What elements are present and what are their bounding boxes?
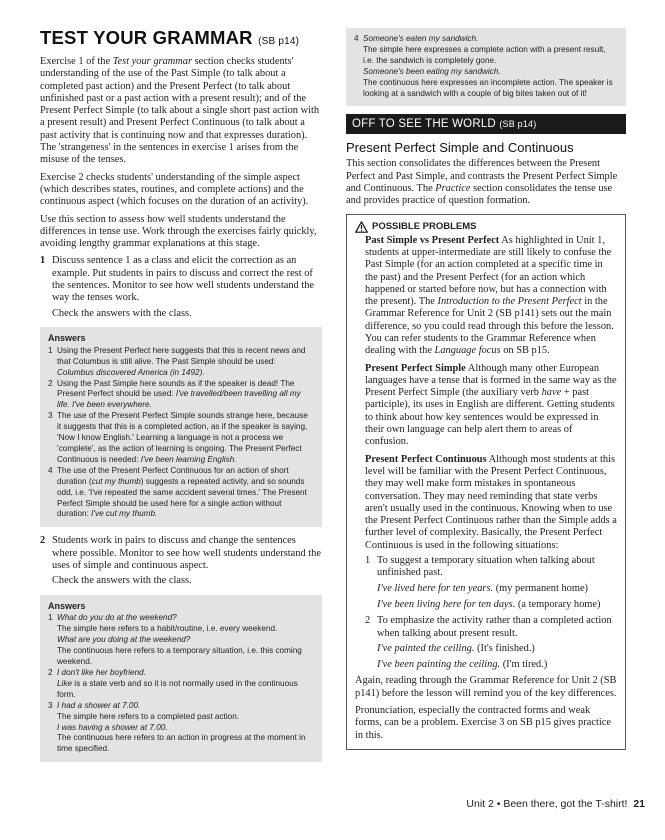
check-answers-1: Check the answers with the class.	[52, 307, 192, 319]
answers-box-continued	[346, 28, 626, 106]
answer-item: 2 I don't like her boyfriend. Like is a state verb and so it is not normally used in the continuous form.	[48, 667, 298, 699]
situation-item-1: 1 To suggest a temporary situation when talking about unfinished past.	[365, 555, 595, 579]
paragraph-assess: Use this section to assess how well students understand the differences in tense use. Work through the exercises fairly quickly, avoiding lengthy grammar explanations at this stage.	[40, 213, 317, 250]
instruction-item-1: 1 Discuss sentence 1 as a class and elicit the correction as an example. Put students in pairs to discuss and correct the rest of the sentences. Monitor to see how well students understand the way the tenses work.	[40, 255, 315, 304]
paragraph-exercise2: Exercise 2 checks students' understanding of the simple aspect (which describes states, routines, and complete actions) and the continuous aspect (which focuses on the duration of an activity).	[40, 171, 309, 208]
section-title: TEST YOUR GRAMMAR (SB p14)	[40, 27, 300, 48]
problem-perfect-simple: Present Perfect Simple Although many other European languages have a tense that is formed in the same way as the Present Perfect Simple (the auxiliary verb have + past participle), its uses in English are different. Getting students to think about how key sentences would be expressed in their own language can help alert them to areas of confusion.	[365, 362, 617, 448]
example-sentence: I've been living here for ten days. (a temporary home)	[377, 598, 601, 610]
answer-item: 2 Using the Past Simple here sounds as if the speaker is dead! The Present Perfect should be used: I've travelled/been travelling all my life. I've been everywhere.	[48, 378, 301, 410]
pronunciation-note: Pronunciation, especially the contracted forms and weak forms, can be a problem. Exercise 3 on SB p15 gives practice in this.	[355, 705, 611, 741]
page-footer: Unit 2 • Been there, got the T-shirt! 21	[466, 798, 645, 810]
answers-box-1	[40, 327, 322, 527]
answers-heading: Answers	[48, 600, 86, 611]
example-sentence: I've lived here for ten years. (my permanent home)	[377, 582, 589, 594]
check-answers-2: Check the answers with the class.	[52, 575, 192, 587]
right-column	[346, 28, 626, 750]
subheading: Present Perfect Simple and Continuous	[346, 140, 574, 156]
answer-item: 4 Someone's eaten my sandwich. The simple here expresses a complete action with a present result, i.e. the sandwich is completely gone. Someone's been eating my sandwich. The continuous here expresses an incomplete action. The speaker is looking at a sandwich with a couple of big bites taken out of it!	[354, 34, 613, 98]
answer-item: 3 The use of the Present Perfect Simple sounds strange here, because it suggests that this is a completed action, as if the speaker is saying, 'Now I know English.' Learning a language is not a process we 'complete', as the action of learning is ongoing. The Present Perfect Continuous is needed: I've been learning English.	[48, 411, 308, 464]
problem-perfect-continuous: Present Perfect Continuous Although most students at this level will be familiar with the Present Perfect Continuous, they may well make form mistakes in spontaneous conversation. They may need reminding that state verbs aren't usually used in the continuous. Knowing when to use the Present Perfect Continuous rather than the Simple adds a further level of complexity. Basically, the Present Perfect Continuous is used in the following situations:	[365, 453, 617, 551]
left-column	[40, 28, 322, 770]
warning-triangle-icon	[355, 221, 368, 233]
problem-past-vs-perfect: Past Simple vs Present Perfect As highlighted in Unit 1, students at upper-intermediate are still likely to confuse the Past Simple (for an action completed at a specific time in the past) and the Present Perfect (for an action which happened or started before now, but has a connection with the present). The Introduction to the Present Perfect in the Grammar Reference for Unit 2 (SB p141) sets out the main difference, so you could read through this before the lesson. You can refer students to the Grammar Reference when dealing with the Language focus on SB p15.	[365, 234, 614, 357]
section-banner: OFF TO SEE THE WORLD (SB p14)	[346, 114, 626, 134]
answer-item: 1 Using the Present Perfect here suggests that this is recent news and that Columbus is still alive. The Past Simple should be used: Columbus discovered America (in 1492).	[48, 345, 306, 377]
grammar-reference-note: Again, reading through the Grammar Reference for Unit 2 (SB p141) before the lesson will remind you of the key differences.	[355, 675, 617, 699]
instruction-item-2: 2 Students work in pairs to discuss and change the sentences where possible. Monitor to see how well students understand the uses of simple and continuous aspect.	[40, 535, 321, 571]
paragraph-exercise1: Exercise 1 of the Test your grammar section checks students' understanding of the use of the Past Simple (to talk about a completed past action) and the Present Perfect (to talk about unfinished past or a past action with a present result); and of the Present Perfect Simple (to talk about a single short past action with a present result) and Present Perfect Continuous (to talk about a past activity that is continuing now and that expresses duration). The 'strangeness' in the sentences in exercise 1 arises from the misuse of the tenses.	[40, 56, 320, 166]
answers-box-2	[40, 595, 322, 763]
answers-heading: Answers	[48, 332, 86, 343]
example-sentence: I've been painting the ceiling. (I'm tired.)	[377, 659, 548, 671]
possible-problems-box	[346, 214, 626, 750]
answer-item: 1 What do you do at the weekend? The simple here refers to a habit/routine, i.e. every weekend. What are you doing at the weekend? The continuous here refers to a temporary situation, i.e. this coming weekend.	[48, 613, 302, 667]
intro-paragraph: This section consolidates the differences between the Present Perfect and Past Simple, and contrasts the Present Perfect Simple and Continuous. The Practice section consolidates the tense use and provides practice of question formation.	[346, 158, 618, 207]
page-number: 21	[633, 798, 645, 810]
situation-item-2: 2 To emphasize the activity rather than a completed action when talking about present result.	[365, 615, 612, 639]
possible-problems-heading: POSSIBLE PROBLEMS	[355, 221, 617, 233]
answer-item: 3 I had a shower at 7.00. The simple here refers to a completed past action. I was having a shower at 7.00. The continuous here refers to an action in progress at the moment in time specified.	[48, 700, 306, 754]
example-sentence: I've painted the ceiling. (It's finished.)	[377, 642, 535, 654]
answer-item: 4 The use of the Present Perfect Continuous for an action of short duration (cut my thumb) suggests a repeated activity, and so sounds odd, i.e. 'I've repeated the same accident several times.' The Present Perfect Simple should be used here for a single action without duration: I've cut my thumb.	[48, 465, 307, 519]
